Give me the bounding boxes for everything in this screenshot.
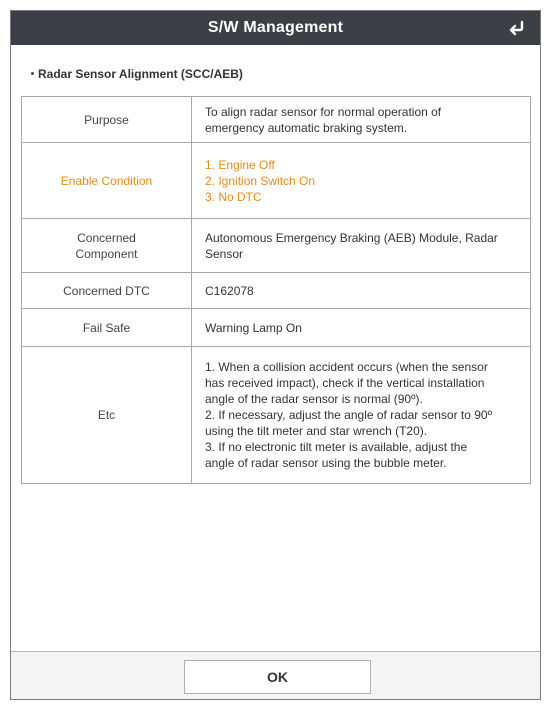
value-line: angle of the radar sensor is normal (90º). [205, 392, 423, 406]
row-label: Fail Safe [22, 309, 192, 347]
ok-button[interactable]: OK [184, 660, 371, 694]
table-row-concerned-dtc [22, 273, 531, 309]
table-row-purpose [22, 97, 531, 143]
section-title-text: Radar Sensor Alignment (SCC/AEB) [38, 67, 243, 81]
bullet-icon [31, 72, 34, 75]
value-line: using the tilt meter and star wrench (T20). [205, 424, 428, 438]
row-label: Purpose [22, 97, 192, 143]
value-line: 2. Ignition Switch On [205, 173, 316, 188]
info-table [21, 96, 531, 484]
row-value [192, 219, 531, 273]
value-line: 2. If necessary, adjust the angle of radar sensor to 90º [205, 408, 492, 422]
row-value [192, 143, 531, 219]
table-row-enable-condition [22, 143, 531, 219]
section-title [31, 67, 243, 81]
label-line: Concerned [77, 230, 136, 245]
value-line: Autonomous Emergency Braking (AEB) Module, Radar [205, 230, 498, 245]
value-line: 3. No DTC [205, 189, 262, 204]
value-line: Warning Lamp On [205, 320, 302, 335]
row-label: Etc [22, 347, 192, 484]
content-area [11, 45, 540, 653]
back-button[interactable] [494, 11, 540, 45]
row-label [22, 219, 192, 273]
row-value [192, 273, 531, 309]
value-line: 3. If no electronic tilt meter is available, adjust the [205, 440, 468, 454]
value-line: C162078 [205, 283, 254, 298]
return-arrow-icon [508, 20, 526, 36]
row-value [192, 309, 531, 347]
dialog-footer [11, 651, 540, 699]
dialog-title: S/W Management [207, 19, 344, 36]
label-line: Component [75, 246, 138, 261]
value-line: emergency automatic braking system. [205, 120, 408, 135]
value-line: To align radar sensor for normal operation of [205, 104, 442, 119]
value-line: 1. Engine Off [205, 157, 275, 172]
value-line: has received impact), check if the vertical installation [205, 376, 485, 390]
row-label: Concerned DTC [22, 273, 192, 309]
value-line: angle of radar sensor using the bubble meter. [205, 456, 447, 470]
table-row-etc [22, 347, 531, 484]
value-line: Sensor [205, 246, 244, 261]
value-line: 1. When a collision accident occurs (when the sensor [205, 360, 488, 374]
table-row-concerned-component [22, 219, 531, 273]
title-bar [11, 11, 540, 45]
row-value [192, 97, 531, 143]
table-row-fail-safe [22, 309, 531, 347]
row-value [192, 347, 531, 484]
row-label: Enable Condition [22, 143, 192, 219]
sw-management-dialog [10, 10, 541, 700]
